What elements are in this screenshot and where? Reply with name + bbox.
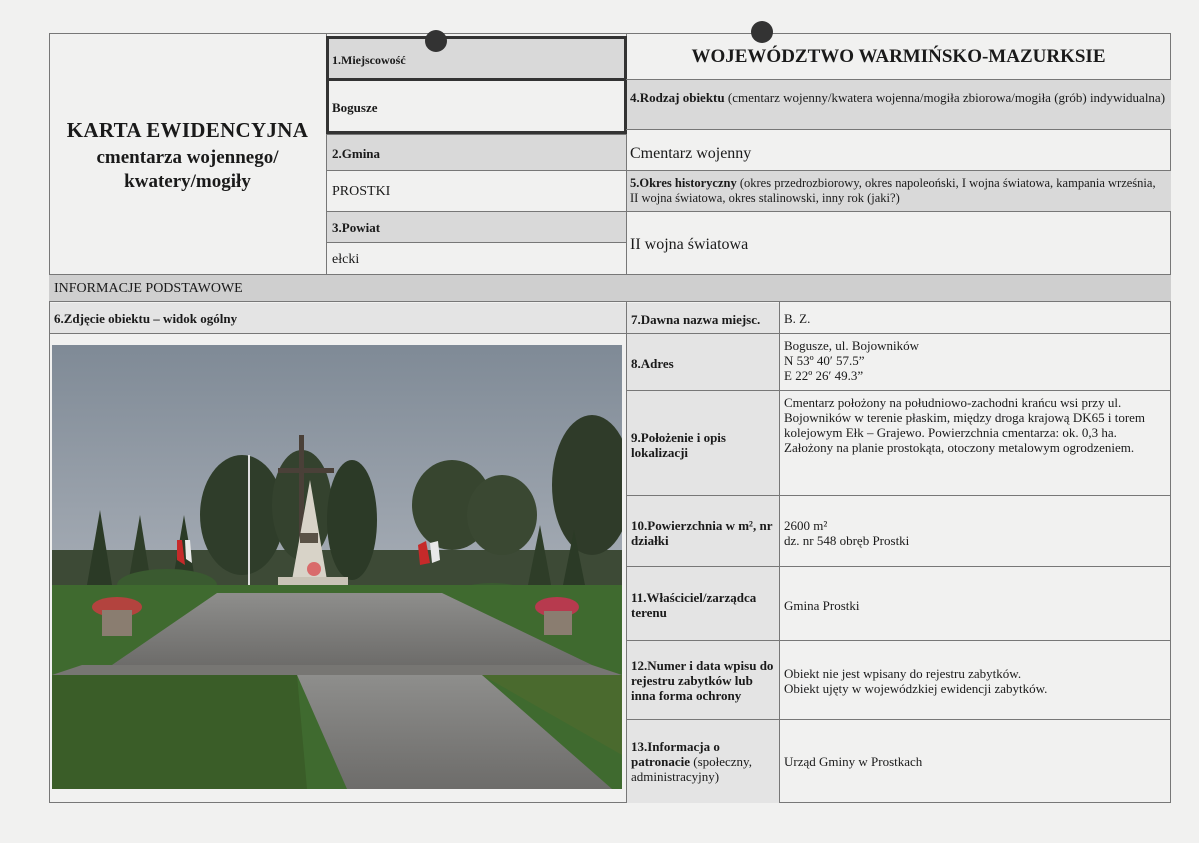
- field-value-address: Bogusze, ul. Bojowników N 53º 40′ 57.5” E 22º 26′ 49.3”: [784, 338, 920, 383]
- field-label-registry: 12.Numer i data wpisu do rejestru zabytków lub inna forma ochrony: [631, 658, 774, 703]
- field-label-period: 5.Okres historyczny (okres przedrozbiorowy, okres napoleoński, I wojna światowa, kampania września, II wojna światowa, okres stalinowski, inny rok (jaki?): [630, 176, 1156, 205]
- field-value-commune: PROSTKI: [332, 184, 391, 199]
- field-label-patronage: 13.Informacja o patronacie (społeczny, administracyjny): [631, 739, 752, 784]
- card-subtitle: cmentarza wojennego/ kwatery/mogiły: [96, 147, 279, 192]
- field-label-photo: 6.Zdjęcie obiektu – widok ogólny: [54, 311, 238, 326]
- field-value-period: II wojna światowa: [630, 236, 749, 253]
- field-label-former-name: 7.Dawna nazwa miejsc.: [631, 312, 761, 327]
- field-label-area: 10.Powierzchnia w m², nr działki: [631, 518, 773, 548]
- field-value-former-name: B. Z.: [784, 311, 811, 326]
- section-title: INFORMACJE PODSTAWOWE: [54, 281, 243, 296]
- field-label-object-type: 4.Rodzaj obiektu (cmentarz wojenny/kwatera wojenna/mogiła zbiorowa/mogiła (grób) indywidualna): [630, 90, 1166, 105]
- field-label-address: 8.Adres: [631, 356, 674, 371]
- field-value-county: ełcki: [332, 252, 360, 267]
- field-value-patronage: Urząd Gminy w Prostkach: [784, 754, 923, 769]
- field-value-owner: Gmina Prostki: [784, 598, 860, 613]
- voivodeship-heading: WOJEWÓDZTWO WARMIŃSKO-MAZURKSIE: [691, 46, 1106, 67]
- field-value-area: 2600 m² dz. nr 548 obręb Prostki: [784, 518, 910, 548]
- field-label-location: 9.Położenie i opis lokalizacji: [631, 430, 726, 460]
- field-value-locality: Bogusze: [332, 100, 378, 115]
- field-label-commune: 2.Gmina: [332, 146, 381, 161]
- field-value-registry: Obiekt nie jest wpisany do rejestru zabytków. Obiekt ujęty w wojewódzkiej ewidencji zabytków.: [784, 666, 1048, 696]
- punch-hole: [751, 21, 773, 43]
- field-label-locality: 1.Miejscowość: [332, 53, 406, 67]
- punch-hole: [425, 30, 447, 52]
- card-title: KARTA EWIDENCYJNA: [66, 118, 309, 142]
- field-label-owner: 11.Właściciel/zarządca terenu: [631, 590, 757, 620]
- field-label-county: 3.Powiat: [332, 220, 381, 235]
- field-value-object-type: Cmentarz wojenny: [630, 145, 752, 162]
- cemetery-photo: [52, 345, 622, 789]
- field-value-location: Cmentarz położony na południowo-zachodni krańcu wsi przy ul. Bojowników w terenie płaskim, między droga krajową DK65 i torem kolejowym Ełk – Grajewo. Powierzchnia cmentarza: ok. 0,3 ha. Założony na planie prostokąta, otoczony metalowym ogrodzeniem.: [784, 395, 1146, 455]
